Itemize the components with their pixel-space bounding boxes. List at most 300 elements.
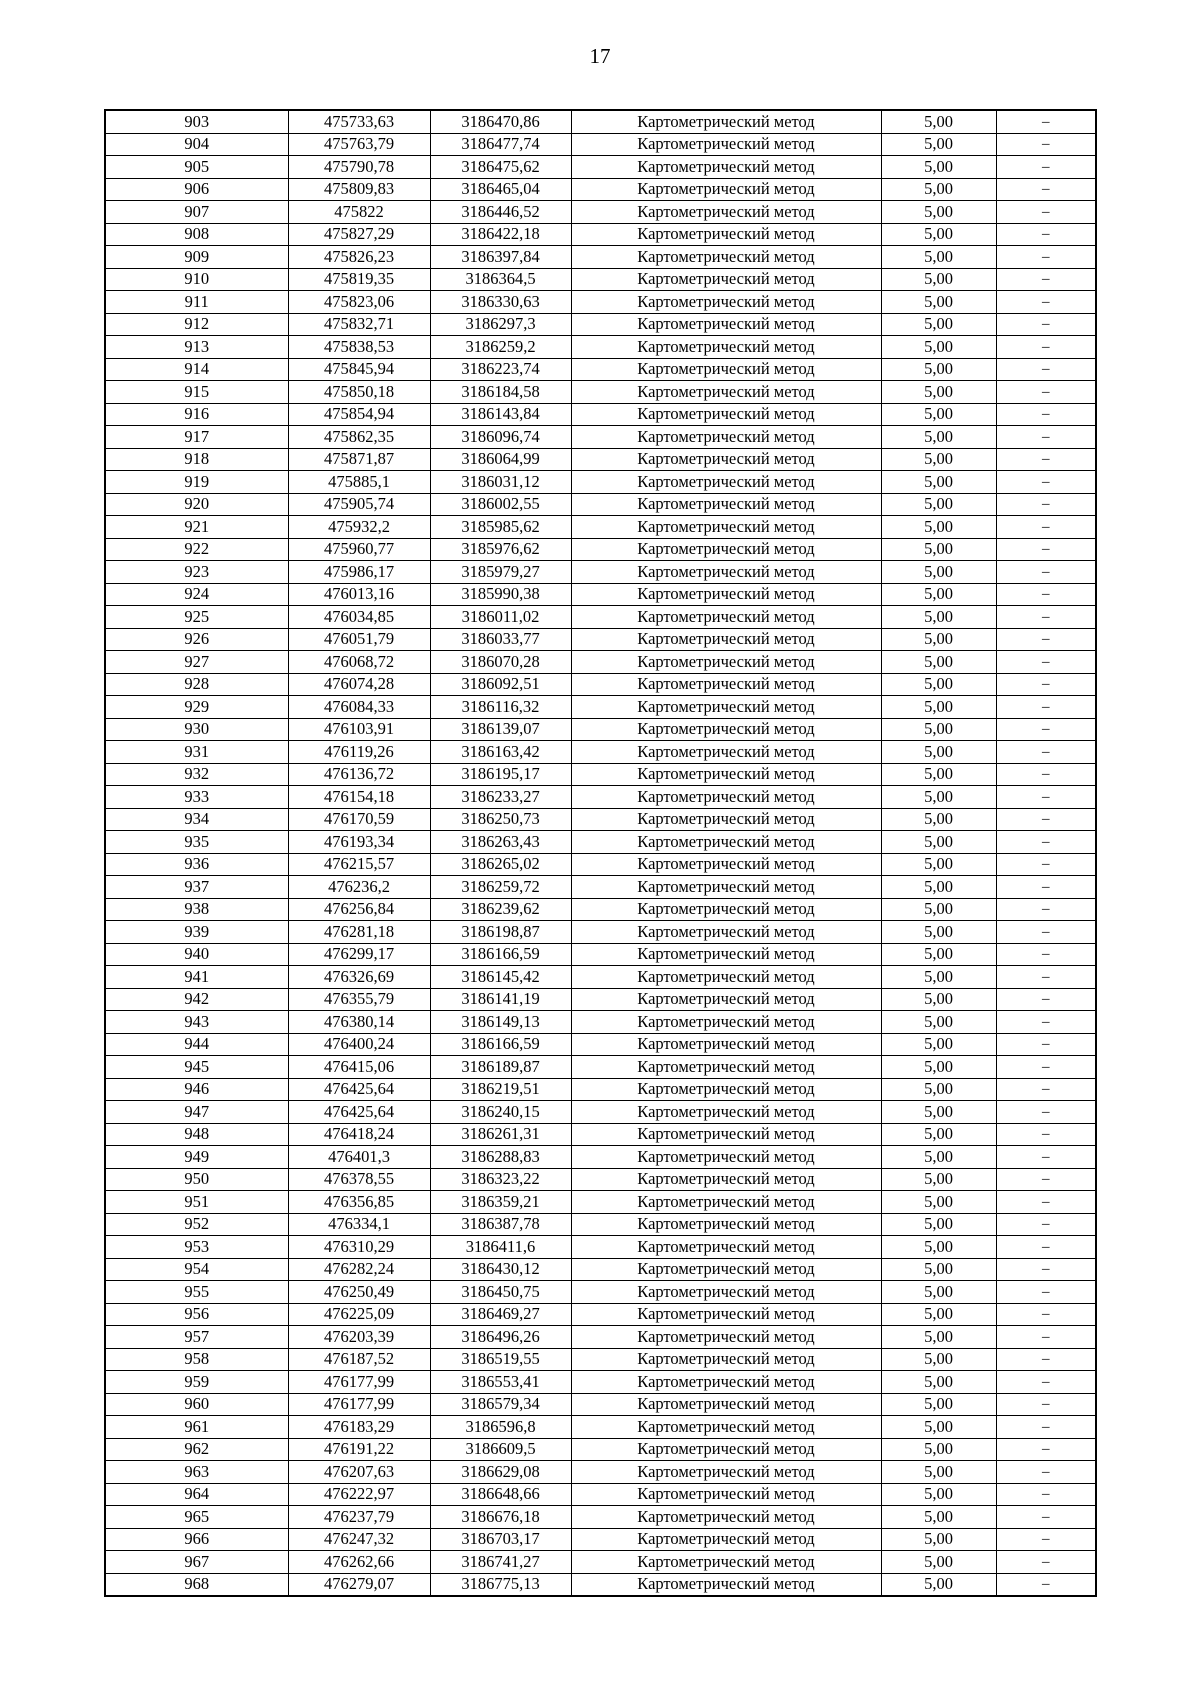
x-coordinate-cell: 475905,74 xyxy=(288,493,430,516)
description-cell: – xyxy=(996,786,1096,809)
x-coordinate-cell: 476356,85 xyxy=(288,1191,430,1214)
table-row xyxy=(105,1326,1096,1349)
x-coordinate-cell: 476051,79 xyxy=(288,628,430,651)
table-row xyxy=(105,313,1096,336)
accuracy-cell: 5,00 xyxy=(881,110,996,133)
y-coordinate-cell: 3186033,77 xyxy=(430,628,571,651)
accuracy-cell: 5,00 xyxy=(881,1303,996,1326)
x-coordinate-cell: 476013,16 xyxy=(288,583,430,606)
accuracy-cell: 5,00 xyxy=(881,1393,996,1416)
y-coordinate-cell: 3186233,27 xyxy=(430,786,571,809)
method-cell: Картометрический метод xyxy=(571,313,881,336)
description-cell: – xyxy=(996,426,1096,449)
method-cell: Картометрический метод xyxy=(571,1168,881,1191)
y-coordinate-cell: 3186323,22 xyxy=(430,1168,571,1191)
accuracy-cell: 5,00 xyxy=(881,628,996,651)
x-coordinate-cell: 476415,06 xyxy=(288,1056,430,1079)
method-cell: Картометрический метод xyxy=(571,201,881,224)
point-number-cell: 927 xyxy=(105,651,288,674)
y-coordinate-cell: 3186470,86 xyxy=(430,110,571,133)
method-cell: Картометрический метод xyxy=(571,966,881,989)
accuracy-cell: 5,00 xyxy=(881,1033,996,1056)
accuracy-cell: 5,00 xyxy=(881,381,996,404)
x-coordinate-cell: 475826,23 xyxy=(288,246,430,269)
accuracy-cell: 5,00 xyxy=(881,1326,996,1349)
table-row xyxy=(105,1011,1096,1034)
method-cell: Картометрический метод xyxy=(571,1101,881,1124)
y-coordinate-cell: 3186240,15 xyxy=(430,1101,571,1124)
method-cell: Картометрический метод xyxy=(571,763,881,786)
x-coordinate-cell: 475932,2 xyxy=(288,516,430,539)
point-number-cell: 906 xyxy=(105,178,288,201)
description-cell: – xyxy=(996,336,1096,359)
method-cell: Картометрический метод xyxy=(571,1371,881,1394)
table-row xyxy=(105,1438,1096,1461)
description-cell: – xyxy=(996,1033,1096,1056)
table-row xyxy=(105,966,1096,989)
point-number-cell: 904 xyxy=(105,133,288,156)
description-cell: – xyxy=(996,1551,1096,1574)
y-coordinate-cell: 3186259,72 xyxy=(430,876,571,899)
x-coordinate-cell: 475871,87 xyxy=(288,448,430,471)
description-cell: – xyxy=(996,606,1096,629)
x-coordinate-cell: 476237,79 xyxy=(288,1506,430,1529)
point-number-cell: 907 xyxy=(105,201,288,224)
y-coordinate-cell: 3186143,84 xyxy=(430,403,571,426)
point-number-cell: 909 xyxy=(105,246,288,269)
x-coordinate-cell: 476355,79 xyxy=(288,988,430,1011)
x-coordinate-cell: 476119,26 xyxy=(288,741,430,764)
table-row xyxy=(105,268,1096,291)
description-cell: – xyxy=(996,696,1096,719)
method-cell: Картометрический метод xyxy=(571,1506,881,1529)
y-coordinate-cell: 3186422,18 xyxy=(430,223,571,246)
method-cell: Картометрический метод xyxy=(571,471,881,494)
point-number-cell: 958 xyxy=(105,1348,288,1371)
y-coordinate-cell: 3185990,38 xyxy=(430,583,571,606)
point-number-cell: 940 xyxy=(105,943,288,966)
description-cell: – xyxy=(996,1483,1096,1506)
y-coordinate-cell: 3186430,12 xyxy=(430,1258,571,1281)
point-number-cell: 930 xyxy=(105,718,288,741)
y-coordinate-cell: 3186288,83 xyxy=(430,1146,571,1169)
method-cell: Картометрический метод xyxy=(571,673,881,696)
point-number-cell: 916 xyxy=(105,403,288,426)
accuracy-cell: 5,00 xyxy=(881,246,996,269)
y-coordinate-cell: 3186163,42 xyxy=(430,741,571,764)
table-row xyxy=(105,1573,1096,1596)
table-row xyxy=(105,493,1096,516)
accuracy-cell: 5,00 xyxy=(881,1123,996,1146)
accuracy-cell: 5,00 xyxy=(881,898,996,921)
description-cell: – xyxy=(996,831,1096,854)
y-coordinate-cell: 3186195,17 xyxy=(430,763,571,786)
y-coordinate-cell: 3186116,32 xyxy=(430,696,571,719)
y-coordinate-cell: 3186141,19 xyxy=(430,988,571,1011)
point-number-cell: 948 xyxy=(105,1123,288,1146)
description-cell: – xyxy=(996,493,1096,516)
point-number-cell: 922 xyxy=(105,538,288,561)
table-row xyxy=(105,741,1096,764)
method-cell: Картометрический метод xyxy=(571,1011,881,1034)
table-row xyxy=(105,718,1096,741)
accuracy-cell: 5,00 xyxy=(881,1281,996,1304)
method-cell: Картометрический метод xyxy=(571,268,881,291)
method-cell: Картометрический метод xyxy=(571,538,881,561)
accuracy-cell: 5,00 xyxy=(881,1438,996,1461)
point-number-cell: 921 xyxy=(105,516,288,539)
accuracy-cell: 5,00 xyxy=(881,921,996,944)
point-number-cell: 911 xyxy=(105,291,288,314)
description-cell: – xyxy=(996,110,1096,133)
description-cell: – xyxy=(996,673,1096,696)
x-coordinate-cell: 476177,99 xyxy=(288,1371,430,1394)
method-cell: Картометрический метод xyxy=(571,741,881,764)
accuracy-cell: 5,00 xyxy=(881,1011,996,1034)
table-row xyxy=(105,696,1096,719)
y-coordinate-cell: 3186330,63 xyxy=(430,291,571,314)
table-row xyxy=(105,583,1096,606)
description-cell: – xyxy=(996,1461,1096,1484)
point-number-cell: 929 xyxy=(105,696,288,719)
y-coordinate-cell: 3186648,66 xyxy=(430,1483,571,1506)
y-coordinate-cell: 3186596,8 xyxy=(430,1416,571,1439)
description-cell: – xyxy=(996,966,1096,989)
description-cell: – xyxy=(996,1101,1096,1124)
y-coordinate-cell: 3186469,27 xyxy=(430,1303,571,1326)
point-number-cell: 920 xyxy=(105,493,288,516)
point-number-cell: 943 xyxy=(105,1011,288,1034)
point-number-cell: 939 xyxy=(105,921,288,944)
accuracy-cell: 5,00 xyxy=(881,808,996,831)
description-cell: – xyxy=(996,1236,1096,1259)
x-coordinate-cell: 476177,99 xyxy=(288,1393,430,1416)
accuracy-cell: 5,00 xyxy=(881,988,996,1011)
method-cell: Картометрический метод xyxy=(571,1303,881,1326)
x-coordinate-cell: 475850,18 xyxy=(288,381,430,404)
point-number-cell: 963 xyxy=(105,1461,288,1484)
y-coordinate-cell: 3186579,34 xyxy=(430,1393,571,1416)
point-number-cell: 966 xyxy=(105,1528,288,1551)
table-row xyxy=(105,1551,1096,1574)
method-cell: Картометрический метод xyxy=(571,921,881,944)
y-coordinate-cell: 3186166,59 xyxy=(430,943,571,966)
description-cell: – xyxy=(996,1371,1096,1394)
description-cell: – xyxy=(996,1416,1096,1439)
method-cell: Картометрический метод xyxy=(571,133,881,156)
point-number-cell: 919 xyxy=(105,471,288,494)
description-cell: – xyxy=(996,583,1096,606)
point-number-cell: 905 xyxy=(105,156,288,179)
y-coordinate-cell: 3186475,62 xyxy=(430,156,571,179)
table-row xyxy=(105,1371,1096,1394)
x-coordinate-cell: 476400,24 xyxy=(288,1033,430,1056)
point-number-cell: 908 xyxy=(105,223,288,246)
point-number-cell: 949 xyxy=(105,1146,288,1169)
description-cell: – xyxy=(996,291,1096,314)
x-coordinate-cell: 476084,33 xyxy=(288,696,430,719)
point-number-cell: 914 xyxy=(105,358,288,381)
y-coordinate-cell: 3185976,62 xyxy=(430,538,571,561)
description-cell: – xyxy=(996,448,1096,471)
y-coordinate-cell: 3186139,07 xyxy=(430,718,571,741)
accuracy-cell: 5,00 xyxy=(881,786,996,809)
y-coordinate-cell: 3186265,02 xyxy=(430,853,571,876)
table-row xyxy=(105,808,1096,831)
accuracy-cell: 5,00 xyxy=(881,876,996,899)
x-coordinate-cell: 476074,28 xyxy=(288,673,430,696)
table-row xyxy=(105,876,1096,899)
x-coordinate-cell: 475885,1 xyxy=(288,471,430,494)
x-coordinate-cell: 476191,22 xyxy=(288,1438,430,1461)
method-cell: Картометрический метод xyxy=(571,516,881,539)
method-cell: Картометрический метод xyxy=(571,898,881,921)
method-cell: Картометрический метод xyxy=(571,696,881,719)
description-cell: – xyxy=(996,223,1096,246)
method-cell: Картометрический метод xyxy=(571,1416,881,1439)
method-cell: Картометрический метод xyxy=(571,246,881,269)
method-cell: Картометрический метод xyxy=(571,583,881,606)
table-row xyxy=(105,358,1096,381)
accuracy-cell: 5,00 xyxy=(881,1236,996,1259)
method-cell: Картометрический метод xyxy=(571,1191,881,1214)
accuracy-cell: 5,00 xyxy=(881,583,996,606)
point-number-cell: 968 xyxy=(105,1573,288,1596)
x-coordinate-cell: 476236,2 xyxy=(288,876,430,899)
table-row xyxy=(105,448,1096,471)
description-cell: – xyxy=(996,651,1096,674)
method-cell: Картометрический метод xyxy=(571,223,881,246)
x-coordinate-cell: 476103,91 xyxy=(288,718,430,741)
description-cell: – xyxy=(996,1281,1096,1304)
table-row xyxy=(105,831,1096,854)
y-coordinate-cell: 3186031,12 xyxy=(430,471,571,494)
accuracy-cell: 5,00 xyxy=(881,313,996,336)
x-coordinate-cell: 476215,57 xyxy=(288,853,430,876)
method-cell: Картометрический метод xyxy=(571,1551,881,1574)
method-cell: Картометрический метод xyxy=(571,651,881,674)
x-coordinate-cell: 476378,55 xyxy=(288,1168,430,1191)
y-coordinate-cell: 3186166,59 xyxy=(430,1033,571,1056)
method-cell: Картометрический метод xyxy=(571,291,881,314)
accuracy-cell: 5,00 xyxy=(881,358,996,381)
method-cell: Картометрический метод xyxy=(571,336,881,359)
point-number-cell: 965 xyxy=(105,1506,288,1529)
point-number-cell: 950 xyxy=(105,1168,288,1191)
description-cell: – xyxy=(996,1123,1096,1146)
x-coordinate-cell: 476334,1 xyxy=(288,1213,430,1236)
x-coordinate-cell: 476418,24 xyxy=(288,1123,430,1146)
table-row xyxy=(105,921,1096,944)
y-coordinate-cell: 3186703,17 xyxy=(430,1528,571,1551)
method-cell: Картометрический метод xyxy=(571,988,881,1011)
method-cell: Картометрический метод xyxy=(571,831,881,854)
x-coordinate-cell: 476207,63 xyxy=(288,1461,430,1484)
description-cell: – xyxy=(996,1348,1096,1371)
y-coordinate-cell: 3186184,58 xyxy=(430,381,571,404)
x-coordinate-cell: 476326,69 xyxy=(288,966,430,989)
y-coordinate-cell: 3186189,87 xyxy=(430,1056,571,1079)
table-row xyxy=(105,471,1096,494)
y-coordinate-cell: 3186553,41 xyxy=(430,1371,571,1394)
y-coordinate-cell: 3186261,31 xyxy=(430,1123,571,1146)
table-row xyxy=(105,1101,1096,1124)
point-number-cell: 935 xyxy=(105,831,288,854)
description-cell: – xyxy=(996,1393,1096,1416)
y-coordinate-cell: 3185979,27 xyxy=(430,561,571,584)
y-coordinate-cell: 3186465,04 xyxy=(430,178,571,201)
accuracy-cell: 5,00 xyxy=(881,403,996,426)
accuracy-cell: 5,00 xyxy=(881,493,996,516)
description-cell: – xyxy=(996,1011,1096,1034)
table-row xyxy=(105,1506,1096,1529)
point-number-cell: 942 xyxy=(105,988,288,1011)
y-coordinate-cell: 3186411,6 xyxy=(430,1236,571,1259)
description-cell: – xyxy=(996,133,1096,156)
table-row xyxy=(105,606,1096,629)
x-coordinate-cell: 476187,52 xyxy=(288,1348,430,1371)
method-cell: Картометрический метод xyxy=(571,808,881,831)
x-coordinate-cell: 476250,49 xyxy=(288,1281,430,1304)
accuracy-cell: 5,00 xyxy=(881,943,996,966)
accuracy-cell: 5,00 xyxy=(881,1168,996,1191)
y-coordinate-cell: 3186149,13 xyxy=(430,1011,571,1034)
x-coordinate-cell: 475823,06 xyxy=(288,291,430,314)
table-row xyxy=(105,1236,1096,1259)
accuracy-cell: 5,00 xyxy=(881,516,996,539)
point-number-cell: 938 xyxy=(105,898,288,921)
x-coordinate-cell: 476279,07 xyxy=(288,1573,430,1596)
description-cell: – xyxy=(996,156,1096,179)
x-coordinate-cell: 476154,18 xyxy=(288,786,430,809)
point-number-cell: 933 xyxy=(105,786,288,809)
y-coordinate-cell: 3186609,5 xyxy=(430,1438,571,1461)
method-cell: Картометрический метод xyxy=(571,1483,881,1506)
description-cell: – xyxy=(996,1438,1096,1461)
point-number-cell: 951 xyxy=(105,1191,288,1214)
description-cell: – xyxy=(996,853,1096,876)
table-row xyxy=(105,110,1096,133)
y-coordinate-cell: 3186250,73 xyxy=(430,808,571,831)
y-coordinate-cell: 3186676,18 xyxy=(430,1506,571,1529)
method-cell: Картометрический метод xyxy=(571,1258,881,1281)
description-cell: – xyxy=(996,921,1096,944)
table-row xyxy=(105,516,1096,539)
x-coordinate-cell: 475832,71 xyxy=(288,313,430,336)
x-coordinate-cell: 475986,17 xyxy=(288,561,430,584)
point-number-cell: 954 xyxy=(105,1258,288,1281)
accuracy-cell: 5,00 xyxy=(881,201,996,224)
point-number-cell: 917 xyxy=(105,426,288,449)
description-cell: – xyxy=(996,741,1096,764)
table-row xyxy=(105,1168,1096,1191)
table-row xyxy=(105,291,1096,314)
table-row xyxy=(105,898,1096,921)
table-row xyxy=(105,673,1096,696)
point-number-cell: 953 xyxy=(105,1236,288,1259)
point-number-cell: 962 xyxy=(105,1438,288,1461)
accuracy-cell: 5,00 xyxy=(881,1528,996,1551)
point-number-cell: 946 xyxy=(105,1078,288,1101)
description-cell: – xyxy=(996,1168,1096,1191)
y-coordinate-cell: 3186477,74 xyxy=(430,133,571,156)
description-cell: – xyxy=(996,1258,1096,1281)
method-cell: Картометрический метод xyxy=(571,561,881,584)
accuracy-cell: 5,00 xyxy=(881,853,996,876)
x-coordinate-cell: 476256,84 xyxy=(288,898,430,921)
point-number-cell: 932 xyxy=(105,763,288,786)
y-coordinate-cell: 3186259,2 xyxy=(430,336,571,359)
method-cell: Картометрический метод xyxy=(571,1461,881,1484)
accuracy-cell: 5,00 xyxy=(881,133,996,156)
x-coordinate-cell: 476170,59 xyxy=(288,808,430,831)
method-cell: Картометрический метод xyxy=(571,1393,881,1416)
method-cell: Картометрический метод xyxy=(571,1348,881,1371)
table-row xyxy=(105,133,1096,156)
y-coordinate-cell: 3186219,51 xyxy=(430,1078,571,1101)
method-cell: Картометрический метод xyxy=(571,403,881,426)
description-cell: – xyxy=(996,561,1096,584)
table-row xyxy=(105,1033,1096,1056)
y-coordinate-cell: 3186064,99 xyxy=(430,448,571,471)
x-coordinate-cell: 475854,94 xyxy=(288,403,430,426)
table-row xyxy=(105,763,1096,786)
description-cell: – xyxy=(996,876,1096,899)
method-cell: Картометрический метод xyxy=(571,110,881,133)
table-row xyxy=(105,156,1096,179)
method-cell: Картометрический метод xyxy=(571,358,881,381)
method-cell: Картометрический метод xyxy=(571,943,881,966)
y-coordinate-cell: 3186198,87 xyxy=(430,921,571,944)
x-coordinate-cell: 476068,72 xyxy=(288,651,430,674)
method-cell: Картометрический метод xyxy=(571,786,881,809)
x-coordinate-cell: 475790,78 xyxy=(288,156,430,179)
x-coordinate-cell: 476380,14 xyxy=(288,1011,430,1034)
method-cell: Картометрический метод xyxy=(571,876,881,899)
table-row xyxy=(105,628,1096,651)
accuracy-cell: 5,00 xyxy=(881,336,996,359)
y-coordinate-cell: 3186446,52 xyxy=(430,201,571,224)
table-row xyxy=(105,1528,1096,1551)
description-cell: – xyxy=(996,718,1096,741)
accuracy-cell: 5,00 xyxy=(881,673,996,696)
accuracy-cell: 5,00 xyxy=(881,1461,996,1484)
method-cell: Картометрический метод xyxy=(571,628,881,651)
accuracy-cell: 5,00 xyxy=(881,1101,996,1124)
table-row xyxy=(105,651,1096,674)
x-coordinate-cell: 475809,83 xyxy=(288,178,430,201)
method-cell: Картометрический метод xyxy=(571,1123,881,1146)
point-number-cell: 956 xyxy=(105,1303,288,1326)
x-coordinate-cell: 476203,39 xyxy=(288,1326,430,1349)
table-row xyxy=(105,1393,1096,1416)
accuracy-cell: 5,00 xyxy=(881,223,996,246)
x-coordinate-cell: 475960,77 xyxy=(288,538,430,561)
point-number-cell: 960 xyxy=(105,1393,288,1416)
accuracy-cell: 5,00 xyxy=(881,561,996,584)
description-cell: – xyxy=(996,1326,1096,1349)
y-coordinate-cell: 3186741,27 xyxy=(430,1551,571,1574)
table-row xyxy=(105,381,1096,404)
point-number-cell: 964 xyxy=(105,1483,288,1506)
point-number-cell: 915 xyxy=(105,381,288,404)
table-row xyxy=(105,538,1096,561)
description-cell: – xyxy=(996,358,1096,381)
x-coordinate-cell: 475827,29 xyxy=(288,223,430,246)
description-cell: – xyxy=(996,1573,1096,1596)
y-coordinate-cell: 3186002,55 xyxy=(430,493,571,516)
y-coordinate-cell: 3186519,55 xyxy=(430,1348,571,1371)
